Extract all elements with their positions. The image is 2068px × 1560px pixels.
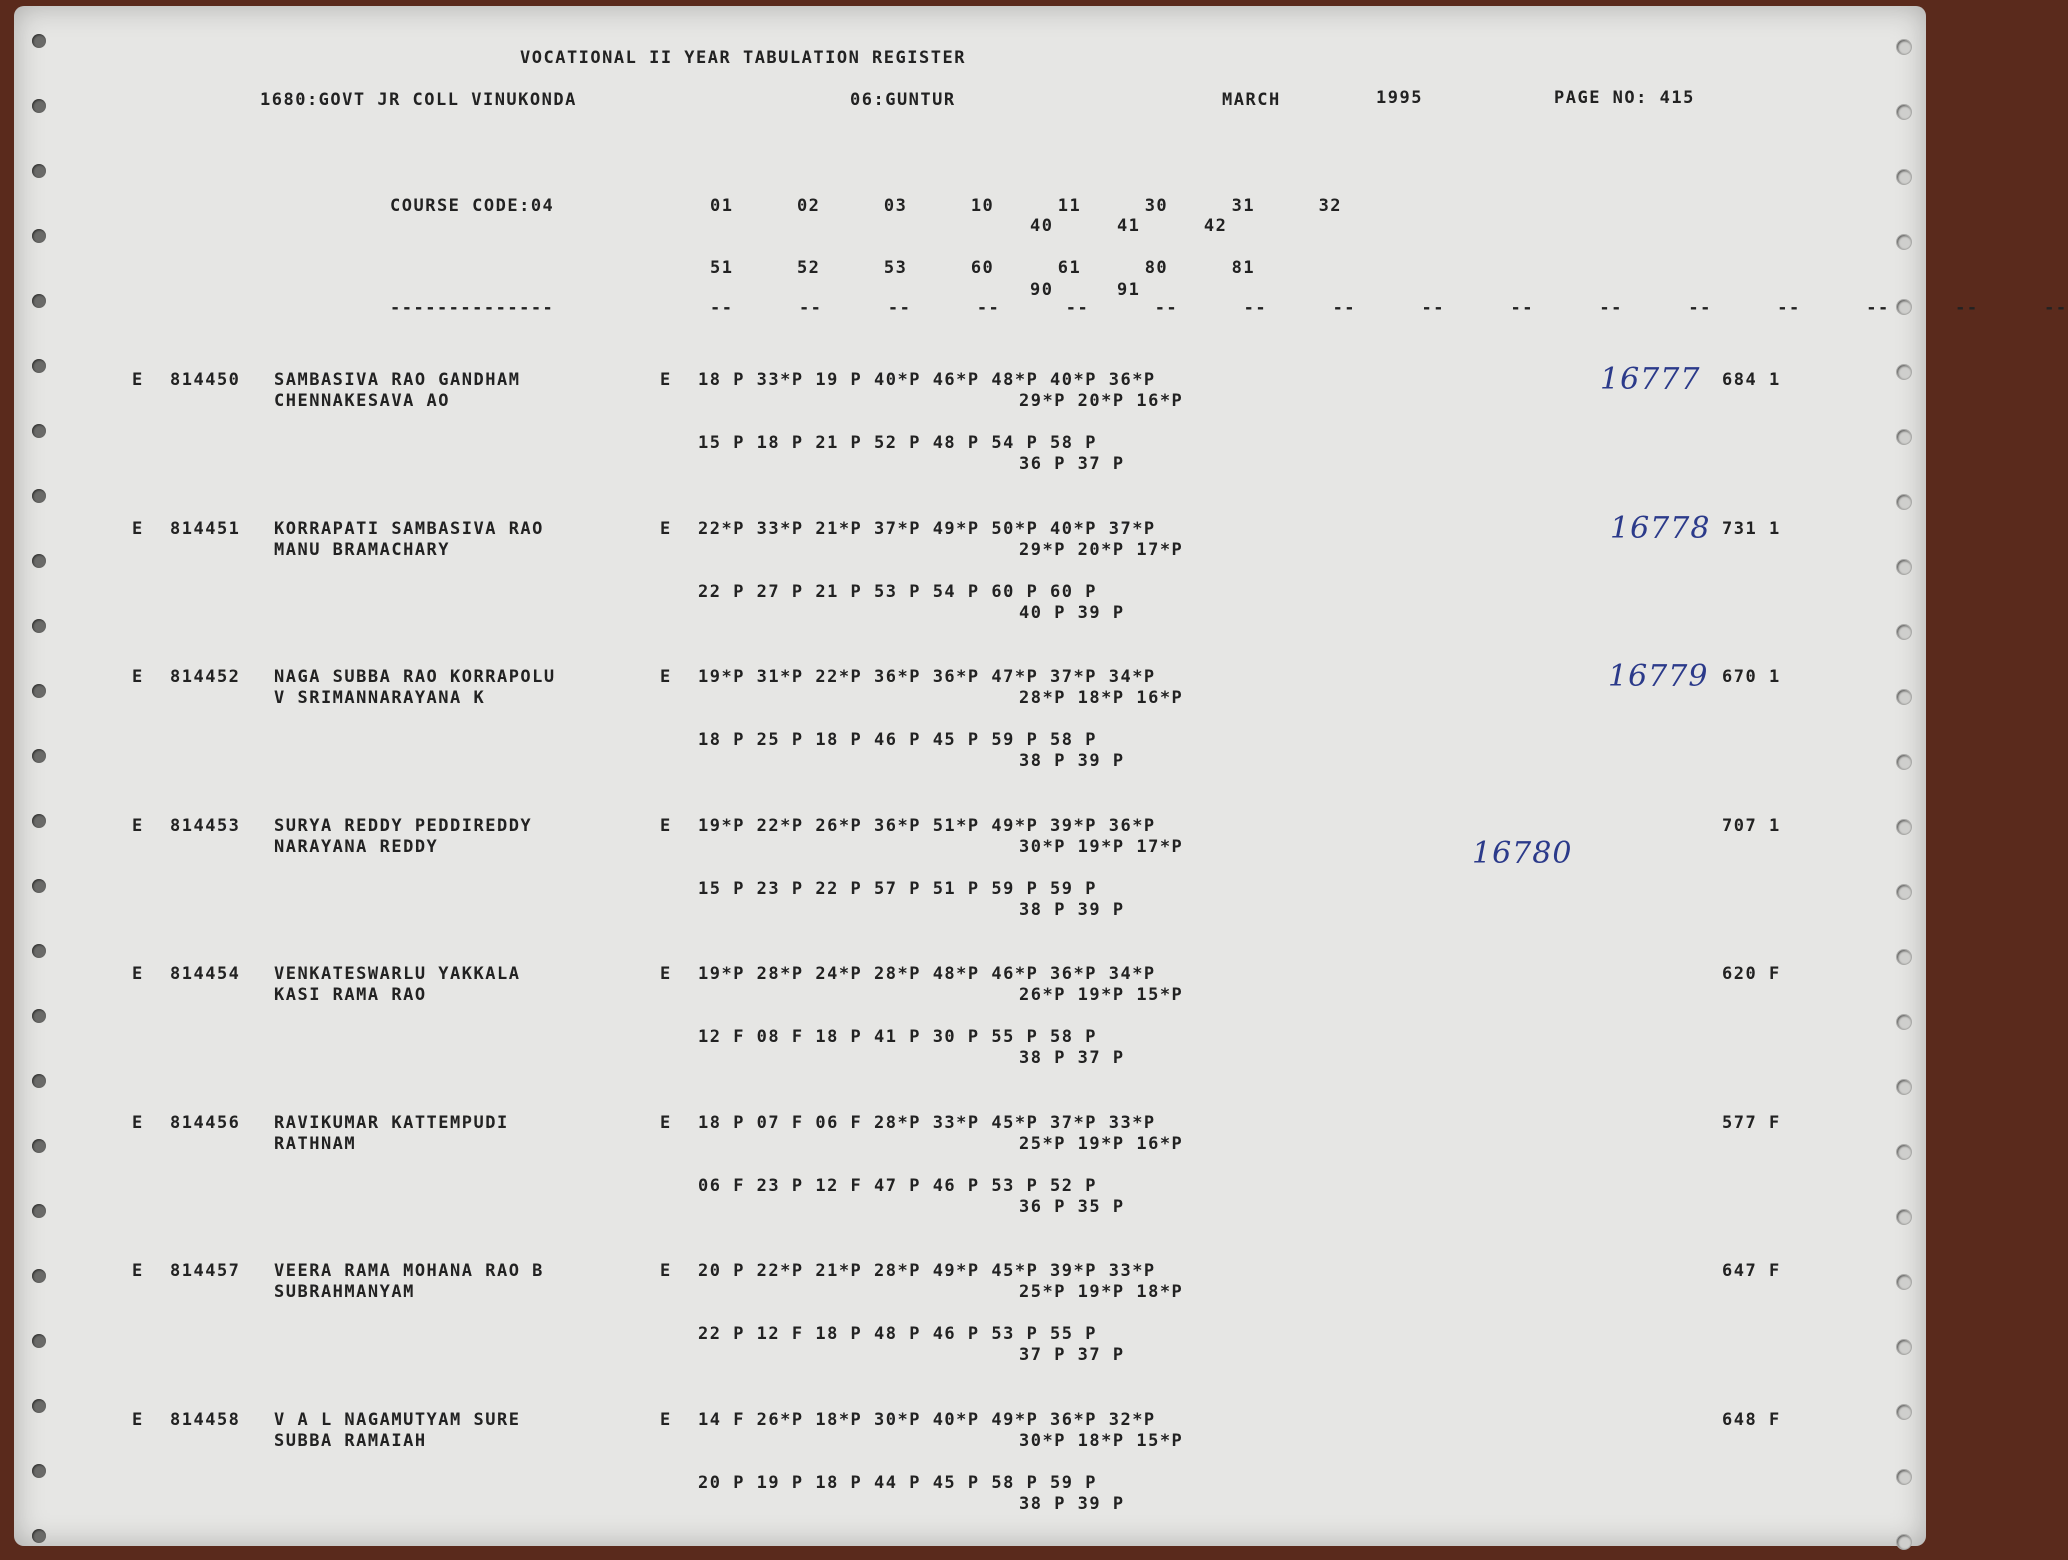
parent-name: CHENNAKESAVA AO xyxy=(274,391,451,411)
record-exam-code: E xyxy=(132,964,144,984)
marks-line1: 18 P 07 F 06 F 28*P 33*P 45*P 37*P 33*P xyxy=(698,1112,1156,1133)
marks-line3: 22 P 12 F 18 P 48 P 46 P 53 P 55 P xyxy=(698,1324,1097,1344)
marks-line2: 30*P 19*P 17*P xyxy=(1019,836,1184,857)
marks-line1: 14 F 26*P 18*P 30*P 40*P 49*P 36*P 32*P xyxy=(698,1409,1156,1430)
student-name: SURYA REDDY PEDDIREDDY xyxy=(274,815,533,836)
student-name: V A L NAGAMUTYAM SURE xyxy=(274,1409,521,1430)
marks-line4: 40 P 39 P xyxy=(1019,602,1125,623)
marks-line3: 12 F 08 F 18 P 41 P 30 P 55 P 58 P xyxy=(698,1027,1097,1047)
marks-line3: 15 P 18 P 21 P 52 P 48 P 54 P 58 P xyxy=(698,433,1097,453)
feed-hole xyxy=(1896,234,1912,250)
student-name: NAGA SUBBA RAO KORRAPOLU xyxy=(274,667,556,687)
exam-year: 1995 xyxy=(1376,88,1423,108)
handwritten-serial-number: 16779 xyxy=(1608,659,1709,694)
marks-line2: 29*P 20*P 17*P xyxy=(1019,539,1184,560)
feed-hole xyxy=(1896,39,1912,55)
handwritten-serial-number: 16778 xyxy=(1610,510,1711,546)
roll-number: 814451 xyxy=(170,518,241,539)
marks-line1: 18 P 33*P 19 P 40*P 46*P 48*P 40*P 36*P xyxy=(698,370,1156,390)
total-result: 647 F xyxy=(1722,1261,1781,1281)
subject-codes-row2b: 90 91 xyxy=(1030,280,1141,300)
total-result: 648 F xyxy=(1722,1409,1781,1430)
medium-code: E xyxy=(660,1261,672,1281)
label-underline: -------------- xyxy=(390,298,555,318)
record-exam-code: E xyxy=(132,1261,144,1281)
student-name: RAVIKUMAR KATTEMPUDI xyxy=(274,1112,509,1133)
feed-hole xyxy=(32,34,46,48)
course-code-label: COURSE CODE:04 xyxy=(390,196,555,216)
parent-name: MANU BRAMACHARY xyxy=(274,539,451,560)
medium-code: E xyxy=(660,964,672,984)
register-sheet xyxy=(14,6,2068,1546)
medium-code: E xyxy=(660,370,672,390)
total-result: 670 1 xyxy=(1722,667,1781,687)
marks-line4: 38 P 39 P xyxy=(1019,1493,1125,1514)
marks-line2: 26*P 19*P 15*P xyxy=(1019,985,1184,1005)
subject-codes-row1: 01 02 03 10 11 30 31 32 xyxy=(710,196,1343,216)
student-name: SAMBASIVA RAO GANDHAM xyxy=(274,370,521,390)
roll-number: 814453 xyxy=(170,815,241,836)
total-result: 620 F xyxy=(1722,964,1781,984)
marks-line4: 38 P 39 P xyxy=(1019,751,1125,771)
marks-line1: 19*P 28*P 24*P 28*P 48*P 46*P 36*P 34*P xyxy=(698,964,1156,984)
student-record xyxy=(14,362,1926,520)
student-name: VENKATESWARLU YAKKALA xyxy=(274,964,521,984)
student-name: VEERA RAMA MOHANA RAO B xyxy=(274,1261,544,1281)
medium-code: E xyxy=(660,667,672,687)
marks-line4: 37 P 37 P xyxy=(1019,1345,1125,1365)
parent-name: SUBRAHMANYAM xyxy=(274,1282,415,1302)
medium-code: E xyxy=(660,1112,672,1133)
handwritten-serial-number: 16780 xyxy=(1472,835,1573,871)
student-record xyxy=(14,659,1926,817)
parent-name: RATHNAM xyxy=(274,1133,357,1154)
record-exam-code: E xyxy=(132,667,144,687)
student-record xyxy=(14,1410,1926,1560)
marks-line3: 18 P 25 P 18 P 46 P 45 P 59 P 58 P xyxy=(698,730,1097,750)
roll-number: 814456 xyxy=(170,1112,241,1133)
marks-line4: 38 P 37 P xyxy=(1019,1048,1125,1068)
roll-number: 814458 xyxy=(170,1409,241,1430)
feed-hole xyxy=(32,229,46,243)
marks-line4: 36 P 37 P xyxy=(1019,454,1125,474)
student-record xyxy=(14,1113,1926,1263)
marks-line2: 25*P 19*P 18*P xyxy=(1019,1282,1184,1302)
marks-line1: 22*P 33*P 21*P 37*P 49*P 50*P 40*P 37*P xyxy=(698,518,1156,539)
marks-line3: 22 P 27 P 21 P 53 P 54 P 60 P 60 P xyxy=(698,581,1097,602)
marks-line4: 38 P 39 P xyxy=(1019,899,1125,920)
feed-hole xyxy=(32,99,46,113)
roll-number: 814452 xyxy=(170,667,241,687)
total-result: 577 F xyxy=(1722,1112,1781,1133)
feed-hole xyxy=(32,164,46,178)
parent-name: NARAYANA REDDY xyxy=(274,836,439,857)
record-exam-code: E xyxy=(132,1409,144,1430)
record-exam-code: E xyxy=(132,1112,144,1133)
feed-hole xyxy=(32,294,46,308)
parent-name: V SRIMANNARAYANA K xyxy=(274,688,486,708)
total-result: 684 1 xyxy=(1722,370,1781,390)
record-exam-code: E xyxy=(132,518,144,539)
marks-line1: 19*P 22*P 26*P 36*P 51*P 49*P 39*P 36*P xyxy=(698,815,1156,836)
record-exam-code: E xyxy=(132,370,144,390)
subject-codes-row1b: 40 41 42 xyxy=(1030,216,1228,236)
roll-number: 814454 xyxy=(170,964,241,984)
page-number: PAGE NO: 415 xyxy=(1554,88,1695,108)
record-exam-code: E xyxy=(132,815,144,836)
student-record xyxy=(14,816,1926,966)
register-title: VOCATIONAL II YEAR TABULATION REGISTER xyxy=(520,48,966,68)
feed-hole xyxy=(1896,169,1912,185)
college-name: 1680:GOVT JR COLL VINUKONDA xyxy=(260,90,577,110)
roll-number: 814450 xyxy=(170,370,241,390)
total-result: 707 1 xyxy=(1722,815,1781,836)
medium-code: E xyxy=(660,815,672,836)
marks-line2: 28*P 18*P 16*P xyxy=(1019,688,1184,708)
marks-line2: 25*P 19*P 16*P xyxy=(1019,1133,1184,1154)
student-record xyxy=(14,510,1926,669)
marks-line1: 20 P 22*P 21*P 28*P 49*P 45*P 39*P 33*P xyxy=(698,1261,1156,1281)
parent-name: KASI RAMA RAO xyxy=(274,985,427,1005)
column-underline: -- -- -- -- -- -- -- -- -- -- -- -- -- -- -- -- xyxy=(710,298,2068,318)
marks-line3: 06 F 23 P 12 F 47 P 46 P 53 P 52 P xyxy=(698,1175,1097,1196)
district-name: 06:GUNTUR xyxy=(850,90,956,110)
total-result: 731 1 xyxy=(1722,518,1781,539)
exam-month: MARCH xyxy=(1222,90,1281,110)
feed-hole xyxy=(1896,104,1912,120)
marks-line2: 30*P 18*P 15*P xyxy=(1019,1430,1184,1451)
marks-line3: 20 P 19 P 18 P 44 P 45 P 58 P 59 P xyxy=(698,1472,1097,1493)
handwritten-serial-number: 16777 xyxy=(1600,362,1701,397)
parent-name: SUBBA RAMAIAH xyxy=(274,1430,427,1451)
student-record xyxy=(14,1261,1926,1411)
marks-line3: 15 P 23 P 22 P 57 P 51 P 59 P 59 P xyxy=(698,878,1097,899)
medium-code: E xyxy=(660,1409,672,1430)
medium-code: E xyxy=(660,518,672,539)
roll-number: 814457 xyxy=(170,1261,241,1281)
student-record xyxy=(14,964,1926,1114)
student-name: KORRAPATI SAMBASIVA RAO xyxy=(274,518,544,539)
marks-line4: 36 P 35 P xyxy=(1019,1196,1125,1217)
subject-codes-row2: 51 52 53 60 61 80 81 xyxy=(710,258,1256,278)
marks-line2: 29*P 20*P 16*P xyxy=(1019,391,1184,411)
marks-line1: 19*P 31*P 22*P 36*P 36*P 47*P 37*P 34*P xyxy=(698,667,1156,687)
